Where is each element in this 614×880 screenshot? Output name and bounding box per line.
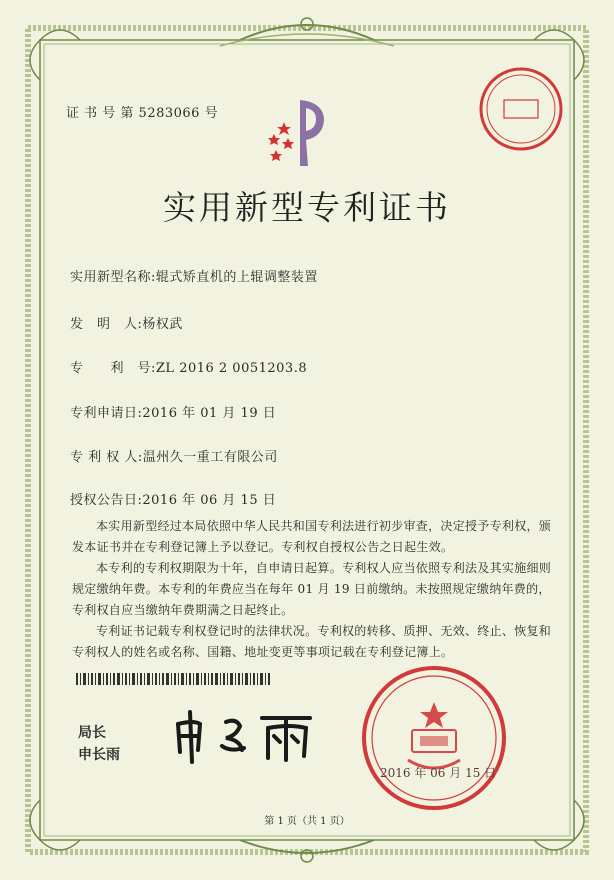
handwritten-signature-icon (170, 706, 320, 766)
cnipa-logo-icon (262, 92, 352, 172)
field-application-date: 专利申请日:2016 年 01 月 19 日 (70, 406, 277, 421)
field-patentee: 专 利 权 人:温州久一重工有限公司 (70, 450, 278, 465)
seal-date: 2016 年 06 月 15 日 (380, 766, 497, 780)
signatory-title: 局长 (78, 725, 106, 741)
certificate-number (66, 102, 218, 121)
page-title: 实用新型专利证书 (163, 188, 451, 227)
body-paragraph: 专利证书记载专利权登记时的法律状况。专利权的转移、质押、无效、终止、恢复和专利权人的姓名或名称、国籍、地址变更等事项记载在专利登记簿上。 (72, 624, 552, 659)
certificate-body (72, 516, 556, 663)
body-paragraph: 本实用新型经过本局依照中华人民共和国专利法进行初步审查，决定授予专利权，颁发本证书并在专利登记簿上予以登记。专利权自授权公告之日起生效。 (72, 519, 552, 554)
cert-no-suffix: 号 (204, 106, 219, 121)
page-footer: 第 1 页（共 1 页） (264, 816, 350, 827)
field-utility-model-name: 实用新型名称:辊式矫直机的上辊调整装置 (70, 270, 318, 285)
barcode-icon (76, 673, 272, 685)
cert-no-value: 5283066 (138, 106, 200, 121)
national-ip-office-seal-icon (360, 664, 508, 812)
signatory-name: 申长雨 (78, 747, 120, 763)
field-inventor: 发 明 人:杨权武 (70, 317, 183, 332)
patent-agency-seal-icon (478, 66, 564, 152)
cert-no-label: 证 书 号 第 (66, 106, 134, 121)
body-paragraph: 本专利的专利权期限为十年，自申请日起算。专利权人应当依照专利法及其实施细则规定缴纳年费。本专利的年费应当在每年 01 月 19 日前缴纳。未按照规定缴纳年费的，专利权自应当缴纳年费期满之日起终止。 (72, 561, 552, 617)
field-patent-number: 专 利 号:ZL 2016 2 0051203.8 (70, 361, 308, 376)
field-grant-date: 授权公告日:2016 年 06 月 15 日 (70, 493, 277, 508)
